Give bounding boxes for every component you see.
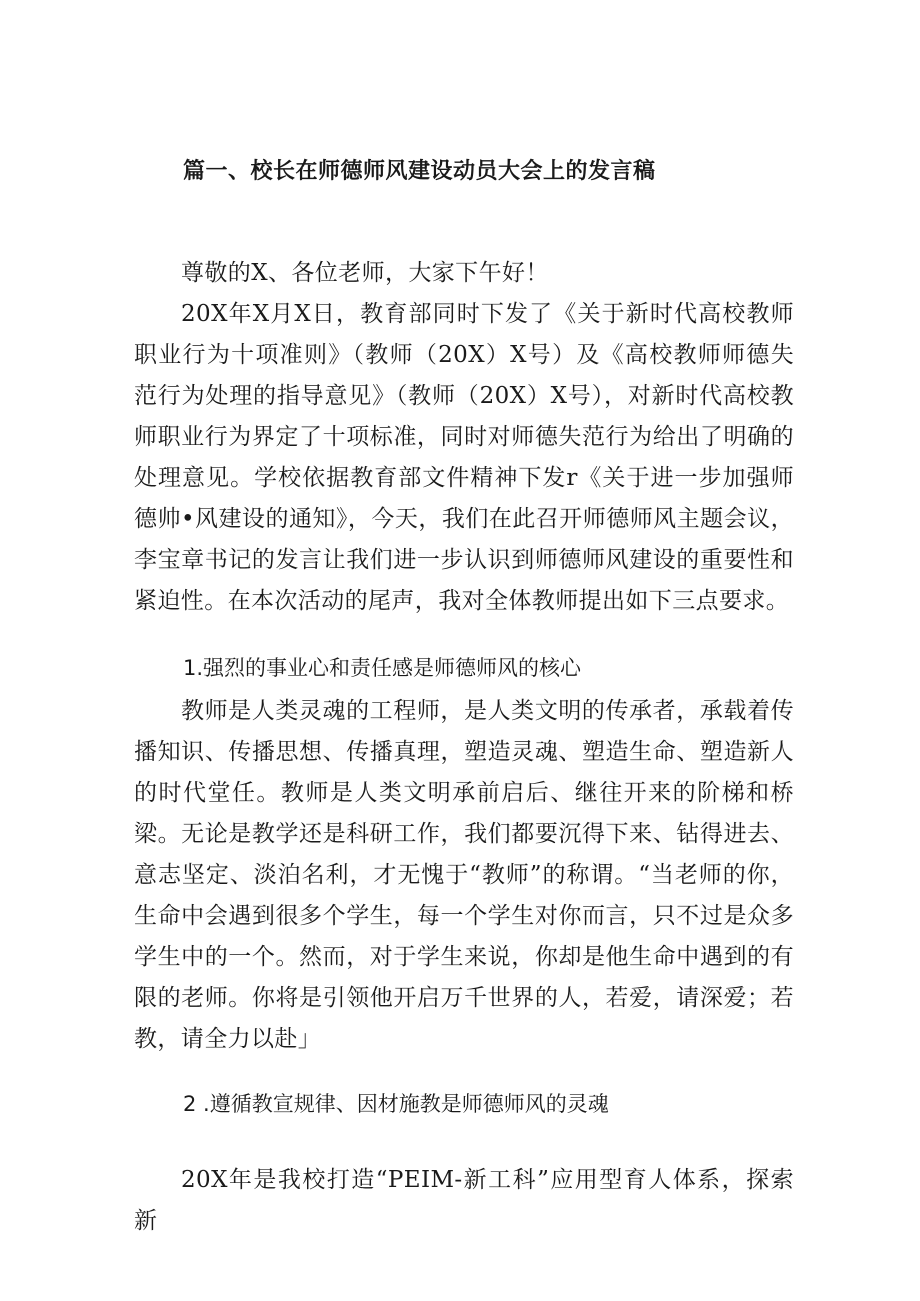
intro-paragraph: 20X年X月X日，教育部同时下发了《关于新时代高校教师职业行为十项准则》（教师（20X）X号）及《高校教师师德失范行为处理的指导意见》（教师（20X）X号），对新时代高校教师职业行为界定了十项标准，同时对师德失范行为给出了明确的处理意见。学校依据教育部文件精神下发r《关于进一步加强师德帅•风建设的通知》，今天，我们在此召开师德师风主题会议，李宝章书记的发言让我们进一步认识到师德师风建设的重要性和紧迫性。在本次活动的尾声，我对全体教师提出如下三点要求。 bbox=[134, 301, 794, 614]
section-2-heading: 2 .遵循教宣规律、因材施教是师德师风的灵魂 bbox=[183, 1092, 609, 1116]
section-1-paragraph: 教师是人类灵魂的工程师，是人类文明的传承者，承载着传播知识、传播思想、传播真理，塑造灵魂、塑造生命、塑造新人的时代堂任。教师是人类文明承前启后、继往开来的阶梯和桥梁。无论是教学还是科研工作，我们都要沉得下来、钻得进去、意志坚定、淡泊名利，才无愧于“教师”的称谓。“当老师的你，生命中会遇到很多个学生，每一个学生对你而言，只不过是众多学生中的一个。然而，对于学生来说，你却是他生命中遇到的有限的老师。你将是引领他开启万千世界的人，若爱，请深爱；若教，请全力以赴」 bbox=[134, 698, 794, 1052]
section-1-heading: 1.强烈的事业心和责任感是师德师风的核心 bbox=[183, 656, 582, 680]
section-2-paragraph: 20X年是我校打造“PEIM-新工科”应用型育人体系，探索新 bbox=[134, 1167, 794, 1234]
greeting-paragraph: 尊敬的X、各位老师，大家下午好！ bbox=[181, 260, 549, 286]
document-title: 篇一、校长在师德师风建设动员大会上的发言稿 bbox=[183, 159, 656, 184]
